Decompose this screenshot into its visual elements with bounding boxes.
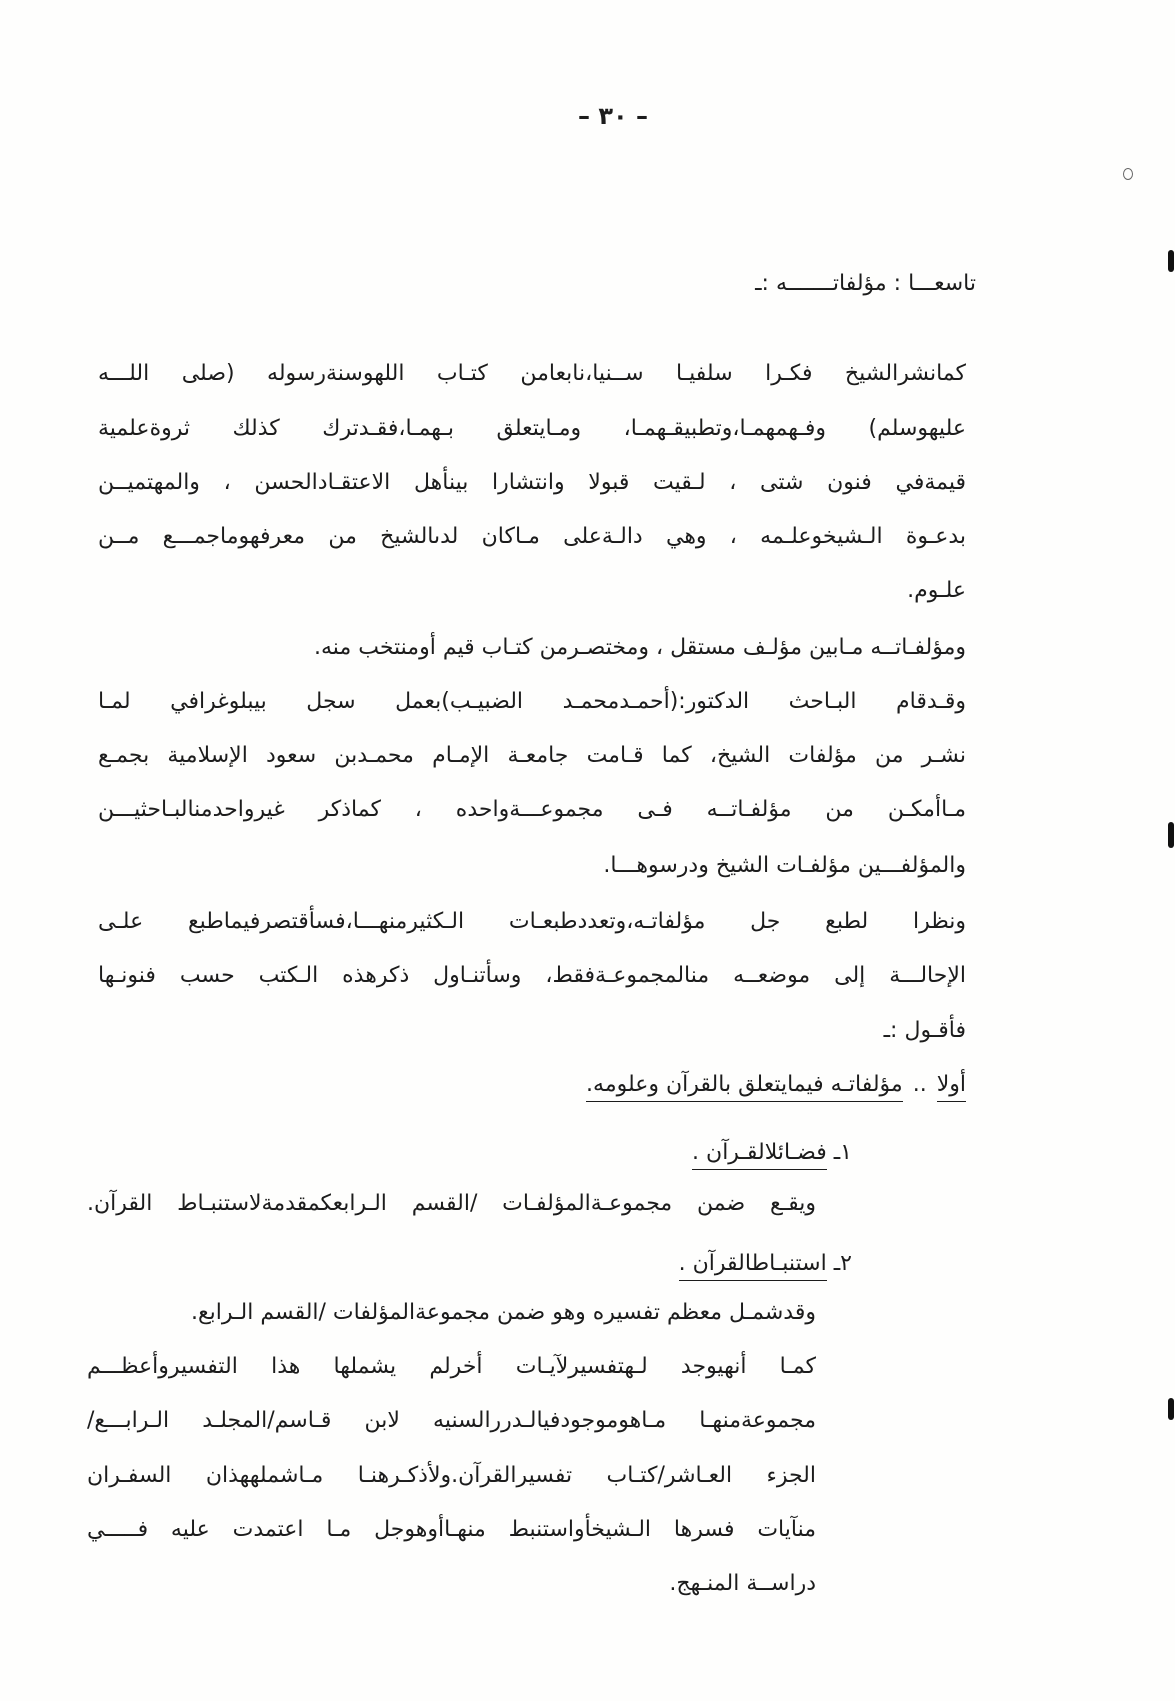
text-line: عليهوسلم) وفـهمهمـا،وتطبيقـهمـا، ومـايتعلق بـهمـا،فقـدترك كذلك ثروةعلمية: [98, 416, 966, 441]
list-item-number: ٢ـ: [833, 1251, 852, 1276]
subsection-title: [360, 1065, 966, 1105]
list-item-number: ١ـ: [833, 1140, 852, 1165]
text-line: الإحالـــة إلى موضعــه منالمجموعـةفقط، وسأتنـاول ذكرهذه الـكتب حسب فنونـها: [98, 963, 966, 988]
text-line: ومؤلفـاتــه مـابين مؤلـف مستقل ، ومختصـرمن كتـاب قيم أومنتخب منه.: [314, 635, 966, 660]
text-line: الجزء العـاشر/كتـاب تفسيرالقرآن.ولأذكـرهنـا مـاشملههذان السفـران: [87, 1463, 816, 1488]
text-line: كمانشرالشيخ فكـرا سلفيـا ســنيا،نابعامن كتـاب اللهوسنةرسوله (صلى اللـــه: [98, 361, 966, 386]
text-line: وقدشمـل معظم تفسيره وهو ضمن مجموعةالمؤلفات /القسم الـرابع.: [190, 1300, 816, 1325]
list-item-title: [480, 1244, 852, 1284]
text-line: علـوم.: [907, 578, 966, 603]
text-line: ويقـع ضمن مجموعـةالمؤلفـات /القسم الـرابعكمقدمةلاستنبـاط القرآن.: [87, 1191, 816, 1216]
text-line: قيمةفي فنون شتى ، لـقيت قبولا وانتشارا بينأهل الاعتقـادالحسن ، والمهتميــن: [98, 470, 966, 495]
text-line: بدعـوة الـشيخوعلـمه ، وهي دالـةعلى مـاكان لدىالشيخ من معرفهوماجمـــع مــن: [98, 524, 966, 549]
list-item-title-text: فضـائلالقـرآن .: [692, 1138, 827, 1170]
text-line: مـاأمكـن من مؤلفـاتــه فـى مجموعـــةواحده ، كماذكر غيرواحدمنالبـاحثيـــن: [98, 797, 966, 822]
text-line: منآيات فسرها الـشيخأواستنبط منهـاأوهوجل مـا اعتمدت عليه فـــــي: [87, 1517, 816, 1542]
scan-mark: [1168, 822, 1174, 848]
list-item-title-text: استنبـاطالقرآن .: [679, 1249, 827, 1281]
subsection-title-text: مؤلفاتـه فيمايتعلق بالقرآن وعلومه.: [586, 1070, 903, 1102]
scan-mark: [1168, 250, 1174, 272]
text-line: فأقـول :ـ: [883, 1018, 966, 1043]
text-line: نشـر من مؤلفات الشيخ، كما قـامت جامعـة الإمـام محمـدبن سعود الإسلامية بجمـع: [98, 743, 966, 768]
page-number: – ٣٠ –: [577, 102, 648, 130]
section-heading: تاسعـــا : مؤلفاتـــــــه :ـ: [755, 271, 976, 296]
scan-mark: [1168, 1398, 1174, 1420]
text-line: مجموعةمنهـا مـاهوموجودفيالـدررالسنيه لابن قـاسم/المجلـد الـرابـــع/: [87, 1408, 816, 1433]
text-line: ونظرا لطبع جل مؤلفاتـه،وتعددطبعـات الـكثيرمنهـــا،فسأقتصرفيماطبع علـى: [98, 909, 966, 934]
text-line: كمـا أنهيوجد لـهتفسيرلآيـات أخرلم يشملها هذا التفسيروأعظـــم: [87, 1354, 816, 1379]
text-line: وقـدقام البـاحث الدكتور:(أحمـدمحمـد الضبيـب)بعمل سجل بيبلوغرافي لمـا: [98, 689, 966, 714]
scan-mark: [1123, 168, 1133, 180]
list-item-title: [480, 1133, 852, 1173]
text-line: دراســة المنـهج.: [669, 1571, 816, 1596]
text-line: والمؤلفـــين مؤلفـات الشيخ ودرسوهـــا.: [603, 853, 966, 878]
subsection-separator: ..: [912, 1072, 927, 1097]
subsection-label: أولا: [937, 1070, 966, 1102]
